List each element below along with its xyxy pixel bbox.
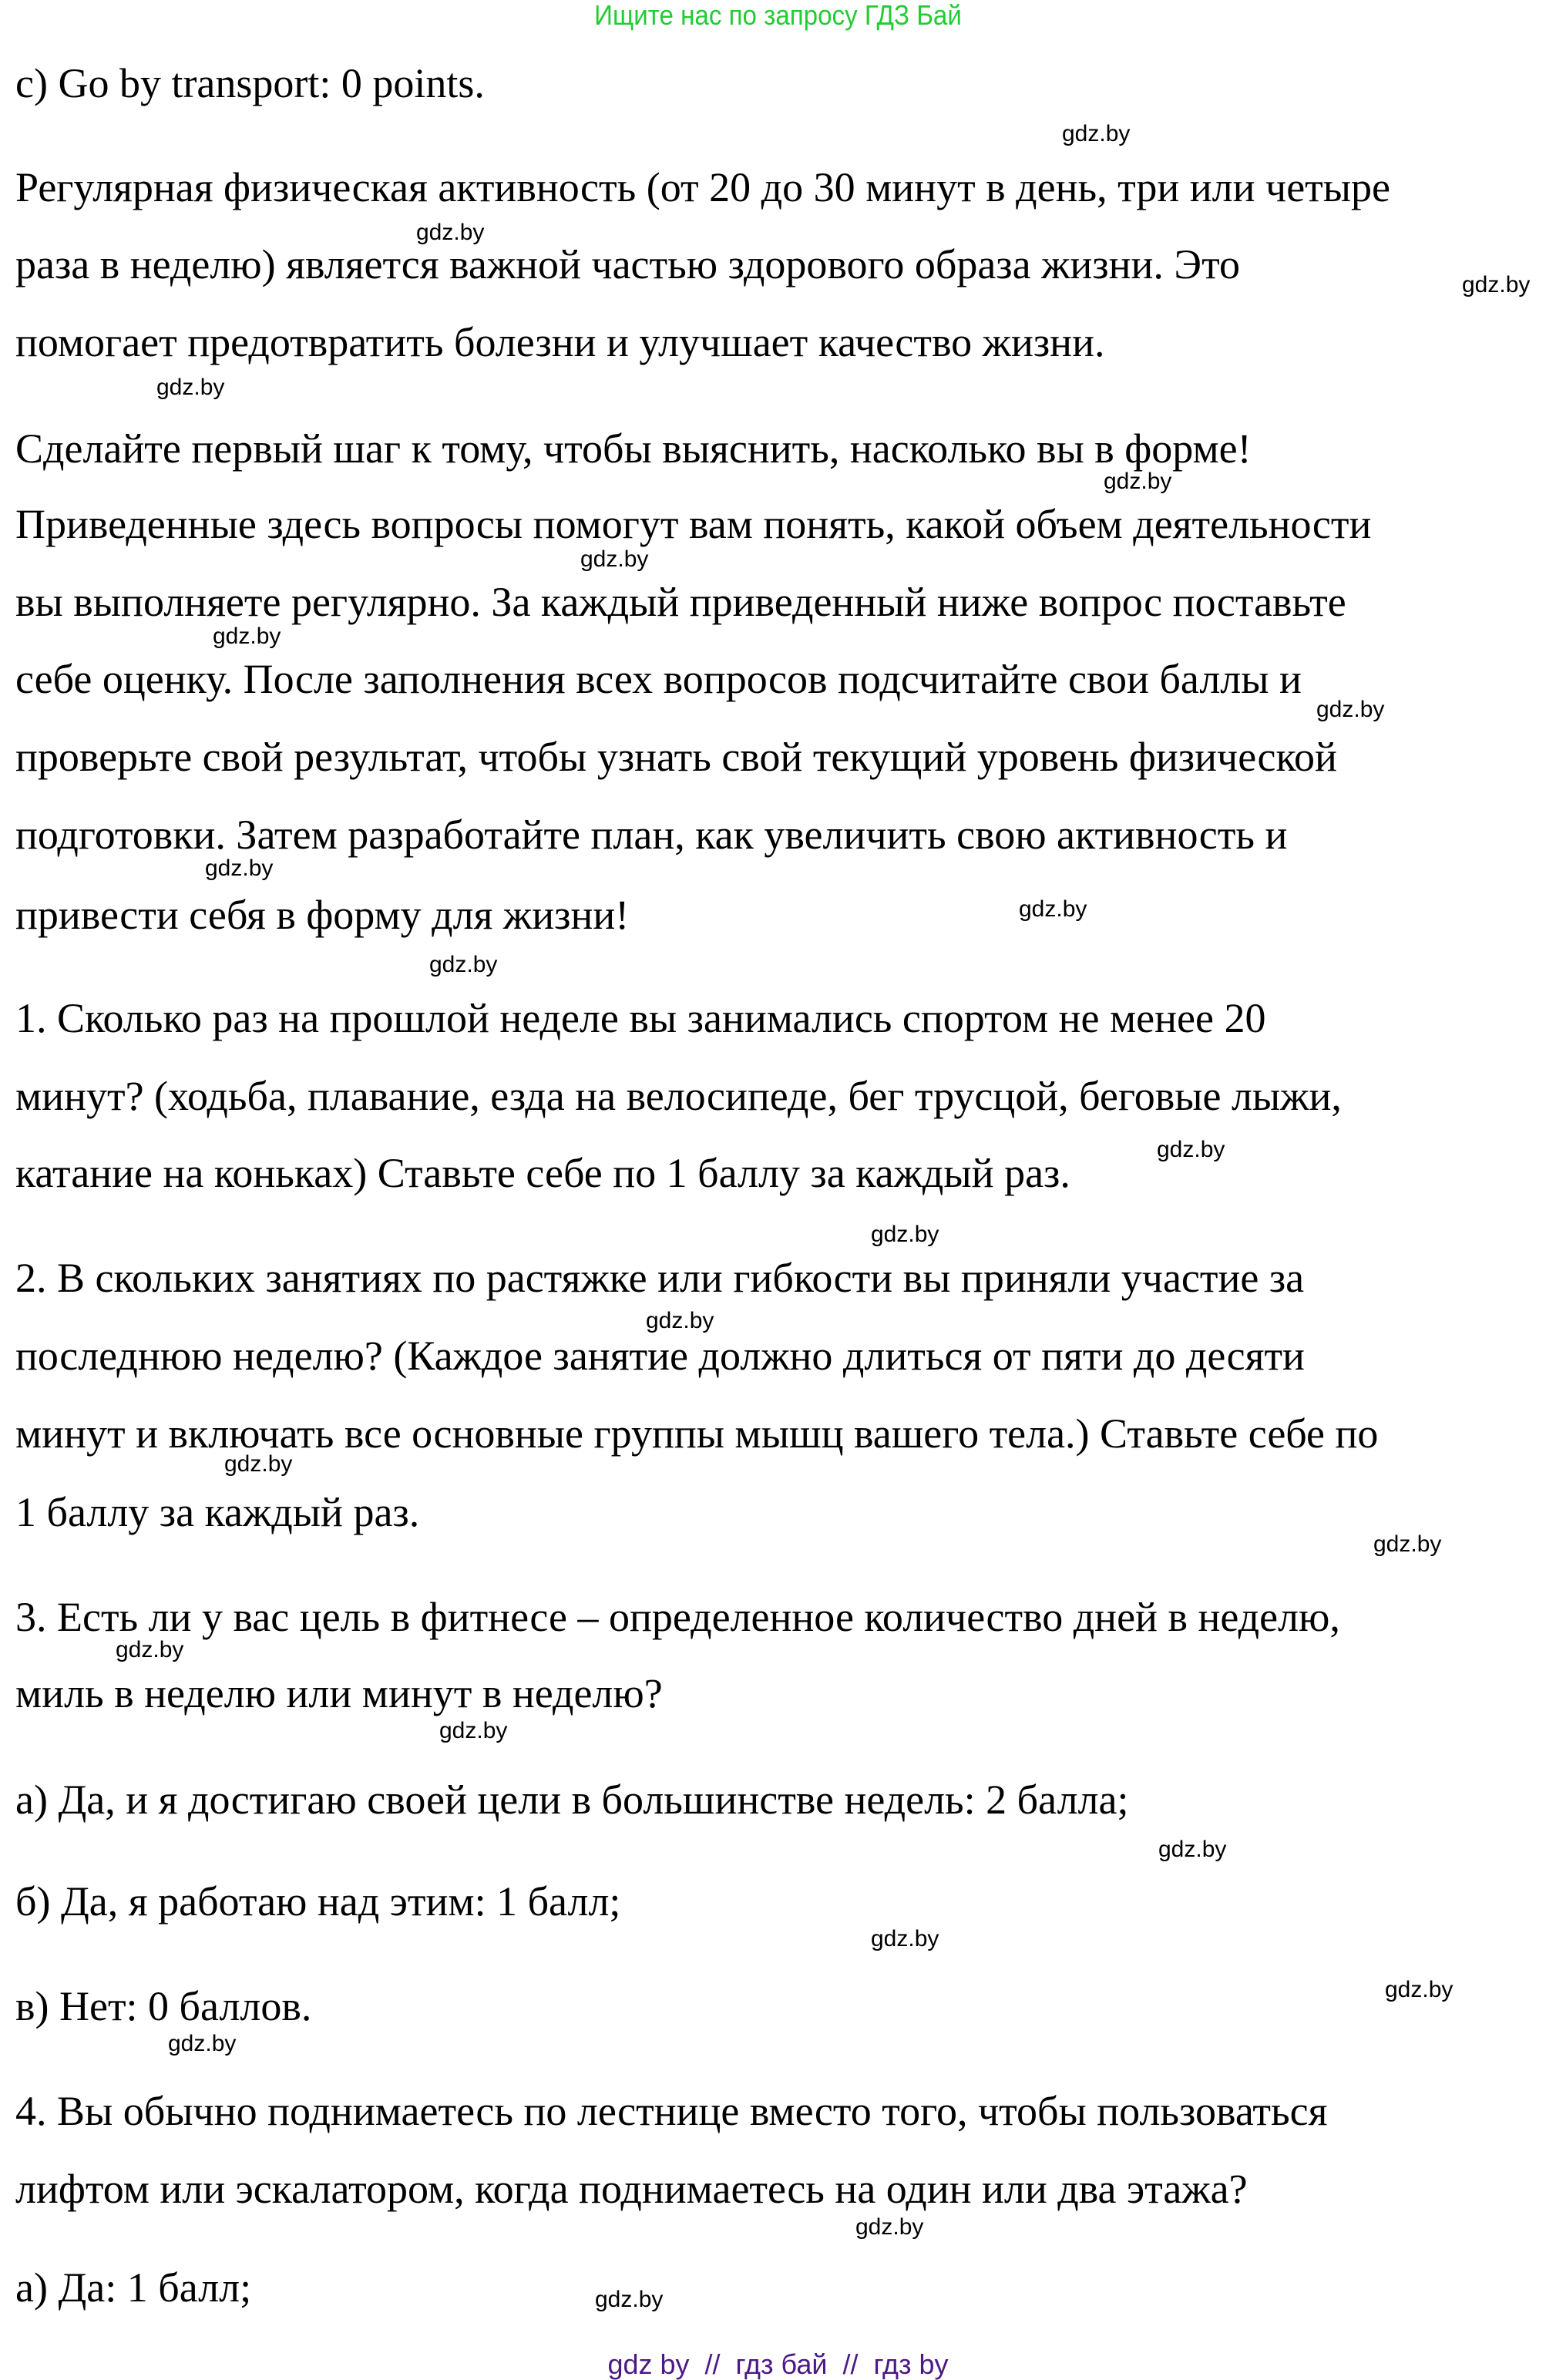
watermark: gdz.by	[429, 952, 498, 977]
watermark: gdz.by	[871, 1222, 939, 1247]
text-line: Приведенные здесь вопросы помогут вам понять, какой объем деятельности	[15, 501, 1372, 547]
text-line: Регулярная физическая активность (от 20 до 30 минут в день, три или четыре	[15, 164, 1391, 210]
watermark: gdz.by	[646, 1308, 714, 1333]
watermark: gdz.by	[1373, 1531, 1442, 1557]
watermark: gdz.by	[213, 624, 281, 649]
watermark: gdz.by	[871, 1926, 939, 1951]
watermark: gdz.by	[1104, 469, 1172, 494]
question-4-line: 4. Вы обычно поднимаетесь по лестнице вместо того, чтобы пользоваться	[15, 2088, 1328, 2134]
text-line: помогает предотвратить болезни и улучшает качество жизни.	[15, 319, 1105, 365]
watermark: gdz.by	[439, 1718, 508, 1743]
watermark: gdz.by	[1158, 1837, 1227, 1862]
answer-option: б) Да, я работаю над этим: 1 балл;	[15, 1878, 621, 1925]
text-line: себе оценку. После заполнения всех вопросов подсчитайте свои баллы и	[15, 656, 1302, 702]
question-1-line: катание на коньках) Ставьте себе по 1 баллу за каждый раз.	[15, 1150, 1070, 1196]
answer-option: а) Да, и я достигаю своей цели в большинстве недель: 2 балла;	[15, 1777, 1129, 1823]
watermark: gdz.by	[1385, 1977, 1453, 2002]
watermark: gdz.by	[156, 375, 225, 400]
question-3-line: миль в неделю или минут в неделю?	[15, 1670, 663, 1716]
watermark: gdz.by	[1462, 272, 1531, 298]
answer-option: а) Да: 1 балл;	[15, 2264, 252, 2311]
question-2-line: 1 баллу за каждый раз.	[15, 1489, 420, 1535]
question-2-line: последнюю неделю? (Каждое занятие должно длиться от пяти до десяти	[15, 1333, 1305, 1379]
text-line: вы выполняете регулярно. За каждый приведенный ниже вопрос поставьте	[15, 579, 1346, 625]
watermark: gdz.by	[580, 546, 649, 572]
text-line: Сделайте первый шаг к тому, чтобы выяснить, насколько вы в форме!	[15, 425, 1252, 472]
question-3-line: 3. Есть ли у вас цель в фитнесе – определенное количество дней в неделю,	[15, 1594, 1340, 1640]
watermark: gdz.by	[205, 856, 274, 881]
answer-option: в) Нет: 0 баллов.	[15, 1983, 312, 2029]
text-line: c) Go by transport: 0 points.	[15, 60, 485, 106]
footer-links[interactable]: gdz by // гдз бай // гдз by	[607, 2348, 949, 2380]
watermark: gdz.by	[1019, 896, 1087, 922]
question-4-line: лифтом или эскалатором, когда поднимаетесь на один или два этажа?	[15, 2166, 1248, 2212]
question-1-line: 1. Сколько раз на прошлой неделе вы занимались спортом не менее 20	[15, 995, 1266, 1041]
watermark: gdz.by	[595, 2287, 664, 2312]
question-1-line: минут? (ходьба, плавание, езда на велосипеде, бег трусцой, беговые лыжи,	[15, 1073, 1342, 1119]
text-line: подготовки. Затем разработайте план, как увеличить свою активность и	[15, 812, 1288, 858]
question-2-line: 2. В скольких занятиях по растяжке или гибкости вы приняли участие за	[15, 1255, 1305, 1301]
watermark: gdz.by	[116, 1637, 184, 1662]
watermark: gdz.by	[855, 2214, 924, 2240]
watermark: gdz.by	[416, 220, 485, 245]
text-line: раза в неделю) является важной частью здорового образа жизни. Это	[15, 241, 1240, 287]
text-line: проверьте свой результат, чтобы узнать свой текущий уровень физической	[15, 734, 1337, 780]
watermark: gdz.by	[1316, 697, 1385, 722]
watermark: gdz.by	[224, 1451, 293, 1477]
watermark: gdz.by	[1157, 1137, 1225, 1162]
watermark: gdz.by	[168, 2031, 237, 2056]
search-banner: Ищите нас по запросу ГДЗ Бай	[594, 0, 962, 31]
watermark: gdz.by	[1062, 121, 1131, 146]
text-line: привести себя в форму для жизни!	[15, 892, 630, 938]
question-2-line: минут и включать все основные группы мышц вашего тела.) Ставьте себе по	[15, 1410, 1379, 1457]
